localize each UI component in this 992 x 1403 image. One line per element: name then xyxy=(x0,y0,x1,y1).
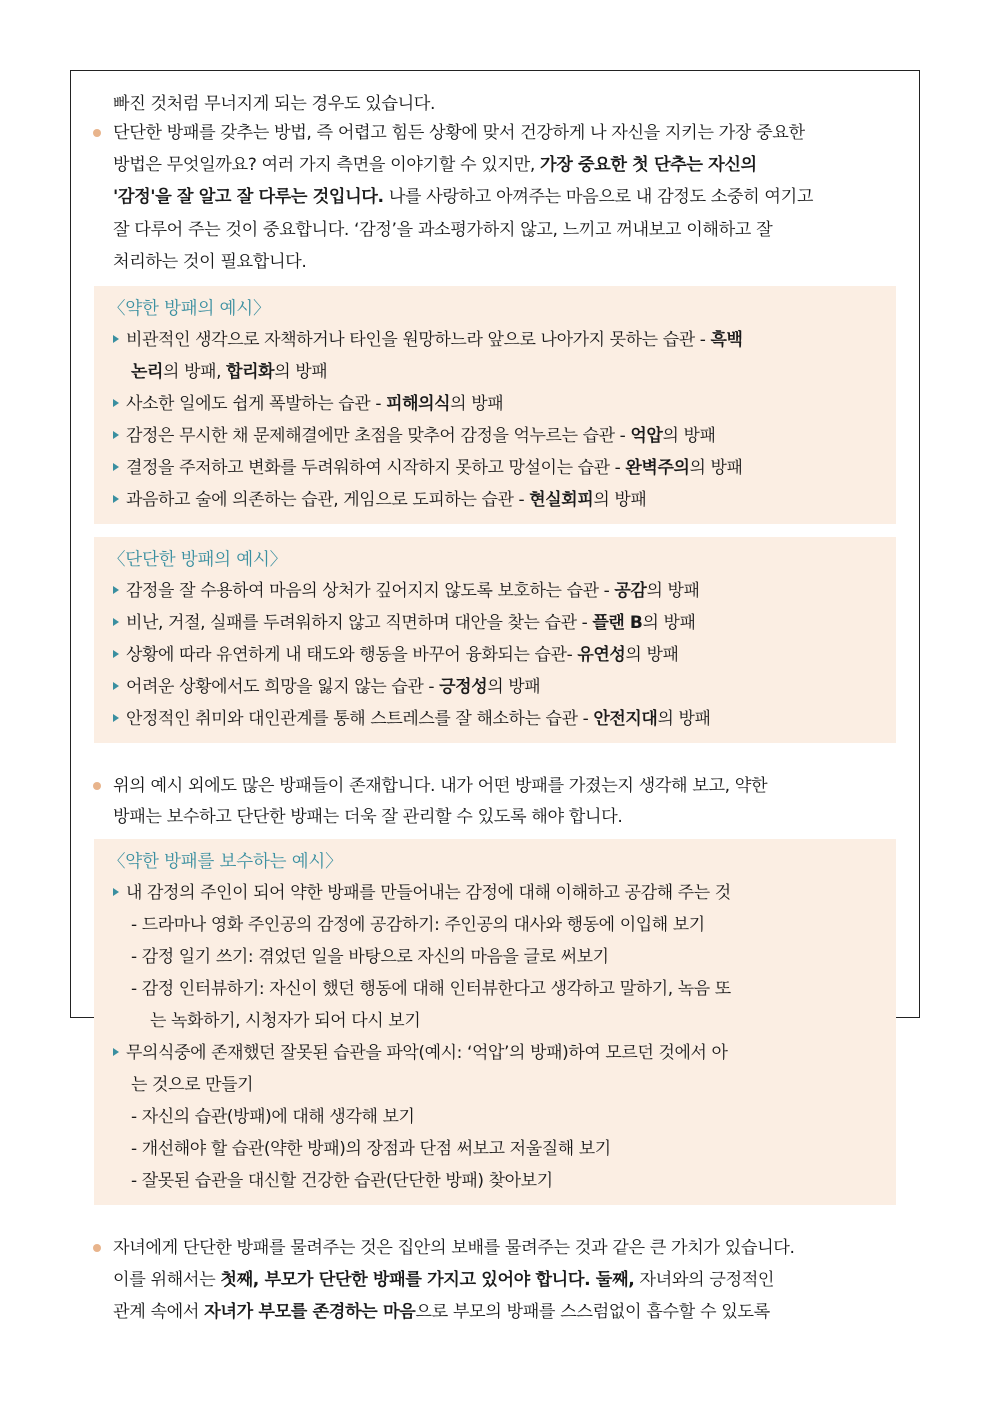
triangle-bullet-icon xyxy=(113,495,119,503)
sub-item-cont: 는 녹화하기, 시청자가 되어 다시 보기 xyxy=(150,1011,421,1031)
triangle-bullet-icon xyxy=(113,618,119,626)
list-item: 어려운 상황에서도 희망을 잃지 않는 습관 - 긍정성의 방패 xyxy=(113,671,540,703)
list-item: 비난, 거절, 실패를 두려워하지 않고 직면하며 대안을 찾는 습관 - 플랜 B의 방패 xyxy=(113,607,696,639)
list-item: 사소한 일에도 쉽게 폭발하는 습관 - 피해의식의 방패 xyxy=(113,388,503,420)
triangle-bullet-icon xyxy=(113,1048,119,1056)
text-line: 위의 예시 외에도 많은 방패들이 존재합니다. 내가 어떤 방패를 가졌는지 생각해 보고, 약한 xyxy=(113,776,768,796)
triangle-bullet-icon xyxy=(113,463,119,471)
text-line: 잘 다루어 주는 것이 중요합니다. ‘감정’을 과소평가하지 않고, 느끼고 꺼내보고 이해하고 잘 xyxy=(113,220,773,240)
triangle-bullet-icon xyxy=(113,682,119,690)
bullet-dot xyxy=(93,1244,101,1252)
sub-item: - 개선해야 할 습관(약한 방패)의 장점과 단점 써보고 저울질해 보기 xyxy=(131,1139,611,1159)
sub-item: - 감정 일기 쓰기: 겪었던 일을 바탕으로 자신의 마음을 글로 써보기 xyxy=(131,947,609,967)
weak-shield-title: 〈약한 방패의 예시〉 xyxy=(108,299,271,319)
bullet-dot xyxy=(93,782,101,790)
list-item: 안정적인 취미와 대인관계를 통해 스트레스를 잘 해소하는 습관 - 안전지대의 방패 xyxy=(113,703,711,735)
sub-item: - 잘못된 습관을 대신할 건강한 습관(단단한 방패) 찾아보기 xyxy=(131,1171,553,1191)
list-item: 감정은 무시한 채 문제해결에만 초점을 맞추어 감정을 억누르는 습관 - 억압의 방패 xyxy=(113,420,716,452)
list-item: 결정을 주저하고 변화를 두려워하여 시작하지 못하고 망설이는 습관 - 완벽주의의 방패 xyxy=(113,452,743,484)
list-item-cont: 논리의 방패, 합리화의 방패 xyxy=(131,362,328,382)
text-line: 관계 속에서 자녀가 부모를 존경하는 마음으로 부모의 방패를 스스럼없이 흡수할 수 있도록 xyxy=(113,1302,770,1322)
triangle-bullet-icon xyxy=(113,586,119,594)
sub-item: - 감정 인터뷰하기: 자신이 했던 행동에 대해 인터뷰한다고 생각하고 말하기, 녹음 또 xyxy=(131,979,731,999)
repair-title: 〈약한 방패를 보수하는 예시〉 xyxy=(108,852,343,872)
triangle-bullet-icon xyxy=(113,431,119,439)
sub-item: - 드라마나 영화 주인공의 감정에 공감하기: 주인공의 대사와 행동에 이입해 보기 xyxy=(131,915,705,935)
text-line: 방법은 무엇일까요? 여러 가지 측면을 이야기할 수 있지만, 가장 중요한 첫 단추는 자신의 xyxy=(113,155,757,175)
list-item: 무의식중에 존재했던 잘못된 습관을 파악(예시: ‘억압’의 방패)하여 모르던 것에서 아 xyxy=(113,1037,728,1069)
triangle-bullet-icon xyxy=(113,888,119,896)
text-line: 처리하는 것이 필요합니다. xyxy=(113,252,307,272)
bullet-dot xyxy=(93,129,101,137)
strong-shield-title: 〈단단한 방패의 예시〉 xyxy=(108,550,287,570)
text-line: 자녀에게 단단한 방패를 물려주는 것은 집안의 보배를 물려주는 것과 같은 큰 가치가 있습니다. xyxy=(113,1238,795,1258)
text-line: 이를 위해서는 첫째, 부모가 단단한 방패를 가지고 있어야 합니다. 둘째, 자녀와의 긍정적인 xyxy=(113,1270,775,1290)
list-item: 과음하고 술에 의존하는 습관, 게임으로 도피하는 습관 - 현실회피의 방패 xyxy=(113,484,646,516)
sub-item: - 자신의 습관(방패)에 대해 생각해 보기 xyxy=(131,1107,415,1127)
list-item: 내 감정의 주인이 되어 약한 방패를 만들어내는 감정에 대해 이해하고 공감해 주는 것 xyxy=(113,877,731,909)
triangle-bullet-icon xyxy=(113,399,119,407)
list-item: 감정을 잘 수용하여 마음의 상처가 깊어지지 않도록 보호하는 습관 - 공감의 방패 xyxy=(113,575,700,607)
text-line: 단단한 방패를 갖추는 방법, 즉 어렵고 힘든 상황에 맞서 건강하게 나 자신을 지키는 가장 중요한 xyxy=(113,123,805,143)
triangle-bullet-icon xyxy=(113,650,119,658)
list-item: 상황에 따라 유연하게 내 태도와 행동을 바꾸어 융화되는 습관- 유연성의 방패 xyxy=(113,639,679,671)
list-item-cont: 는 것으로 만들기 xyxy=(131,1075,254,1095)
text-line: 빠진 것처럼 무너지게 되는 경우도 있습니다. xyxy=(113,94,436,114)
triangle-bullet-icon xyxy=(113,714,119,722)
list-item: 비관적인 생각으로 자책하거나 타인을 원망하느라 앞으로 나아가지 못하는 습관 - 흑백 xyxy=(113,324,743,356)
text-line: '감정'을 잘 알고 잘 다루는 것입니다. 나를 사랑하고 아껴주는 마음으로 내 감정도 소중히 여기고 xyxy=(113,187,814,207)
triangle-bullet-icon xyxy=(113,335,119,343)
text-line: 방패는 보수하고 단단한 방패는 더욱 잘 관리할 수 있도록 해야 합니다. xyxy=(113,807,623,827)
